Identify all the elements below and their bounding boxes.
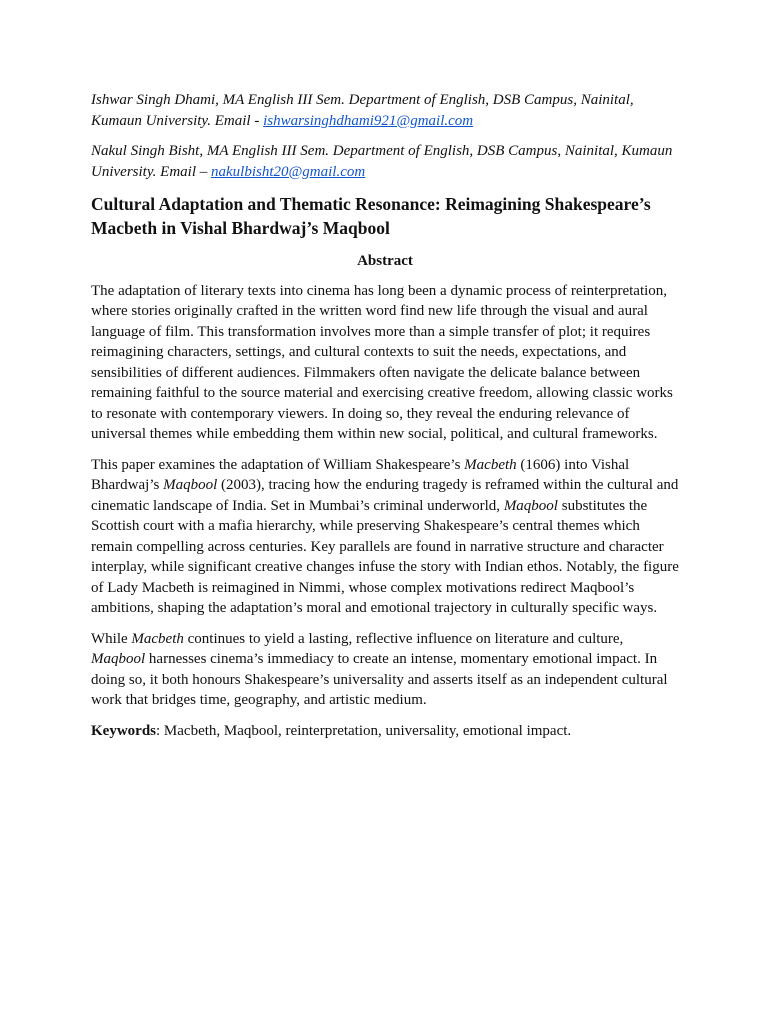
para-2-text-1: This paper examines the adaptation of William Shakespeare’s: [91, 456, 465, 473]
para-2-italic-3: Maqbool: [503, 497, 558, 514]
abstract-paragraph-2: [91, 455, 679, 619]
keywords-line: [91, 721, 679, 742]
author-line-2: [91, 141, 679, 182]
para-2-text-3: (2003), tracing how the enduring tragedy is reframed within the cultural and cinematic landscape of India. Set in Mumbai’s criminal underworld,: [91, 477, 679, 514]
abstract-paragraph-3: [91, 629, 679, 711]
para-3-text-2: continues to yield a lasting, reflective influence on literature and culture,: [183, 630, 624, 647]
abstract-paragraph-1: The adaptation of literary texts into cinema has long been a dynamic process of reinterpretation, where stories originally crafted in the written word find new life through the visual and aural language of film. This transformation involves more than a simple transfer of plot; it requires reimagining characters, settings, and cultural contexts to suit the needs, expectations, and sensibilities of different audiences. Filmmakers often navigate the delicate balance between remaining faithful to the source material and exercising creative freedom, allowing classic works to resonate with contemporary viewers. In doing so, they reveal the enduring relevance of universal themes while embedding them within new social, political, and cultural frameworks.: [91, 282, 673, 442]
paper-title: Cultural Adaptation and Thematic Resonance: Reimagining Shakespeare’s Macbeth in Vishal Bhardwaj’s Maqbool: [91, 194, 651, 238]
author-2-affiliation: Nakul Singh Bisht, MA English III Sem. Department of English, DSB Campus, Nainital, Kumaun University. Email –: [91, 143, 673, 180]
para-2-text-2: (1606) into Vishal Bhardwaj’s: [91, 456, 630, 493]
document-page: [91, 90, 679, 751]
author-1-email-link[interactable]: ishwarsinghdhami921@gmail.com: [263, 112, 474, 129]
para-3-text-1: While: [91, 630, 132, 647]
para-3-text-3: harnesses cinema’s immediacy to create an intense, momentary emotional impact. In doing so, it both honours Shakespeare’s universality and asserts itself as an independent cultural work that bridges time, geography, and artistic medium.: [91, 651, 668, 708]
para-2-text-4: substitutes the Scottish court with a mafia hierarchy, while preserving Shakespeare’s central themes which remain compelling across centuries. Key parallels are found in narrative structure and character interplay, while significant creative changes infuse the story with Indian ethos. Notably, the figure of Lady Macbeth is reimagined in Nimmi, whose complex motivations redirect Maqbool’s ambitions, shaping the adaptation’s moral and emotional trajectory in culturally specific ways.: [91, 497, 679, 616]
para-2-italic-1: Macbeth: [464, 456, 517, 473]
abstract-heading: Abstract: [357, 253, 413, 269]
para-3-italic-1: Macbeth: [131, 630, 184, 647]
author-1-affiliation: Ishwar Singh Dhami, MA English III Sem. Department of English, DSB Campus, Nainital, Kumaun University. Email -: [91, 92, 634, 129]
para-3-italic-2: Maqbool: [91, 651, 146, 667]
keywords-text: : Macbeth, Maqbool, reinterpretation, universality, emotional impact.: [156, 722, 572, 739]
author-2-email-link[interactable]: nakulbisht20@gmail.com: [211, 163, 366, 180]
author-line-1: [91, 90, 679, 131]
keywords-label: Keywords: [91, 722, 156, 739]
para-2-italic-2: Maqbool: [163, 477, 218, 493]
